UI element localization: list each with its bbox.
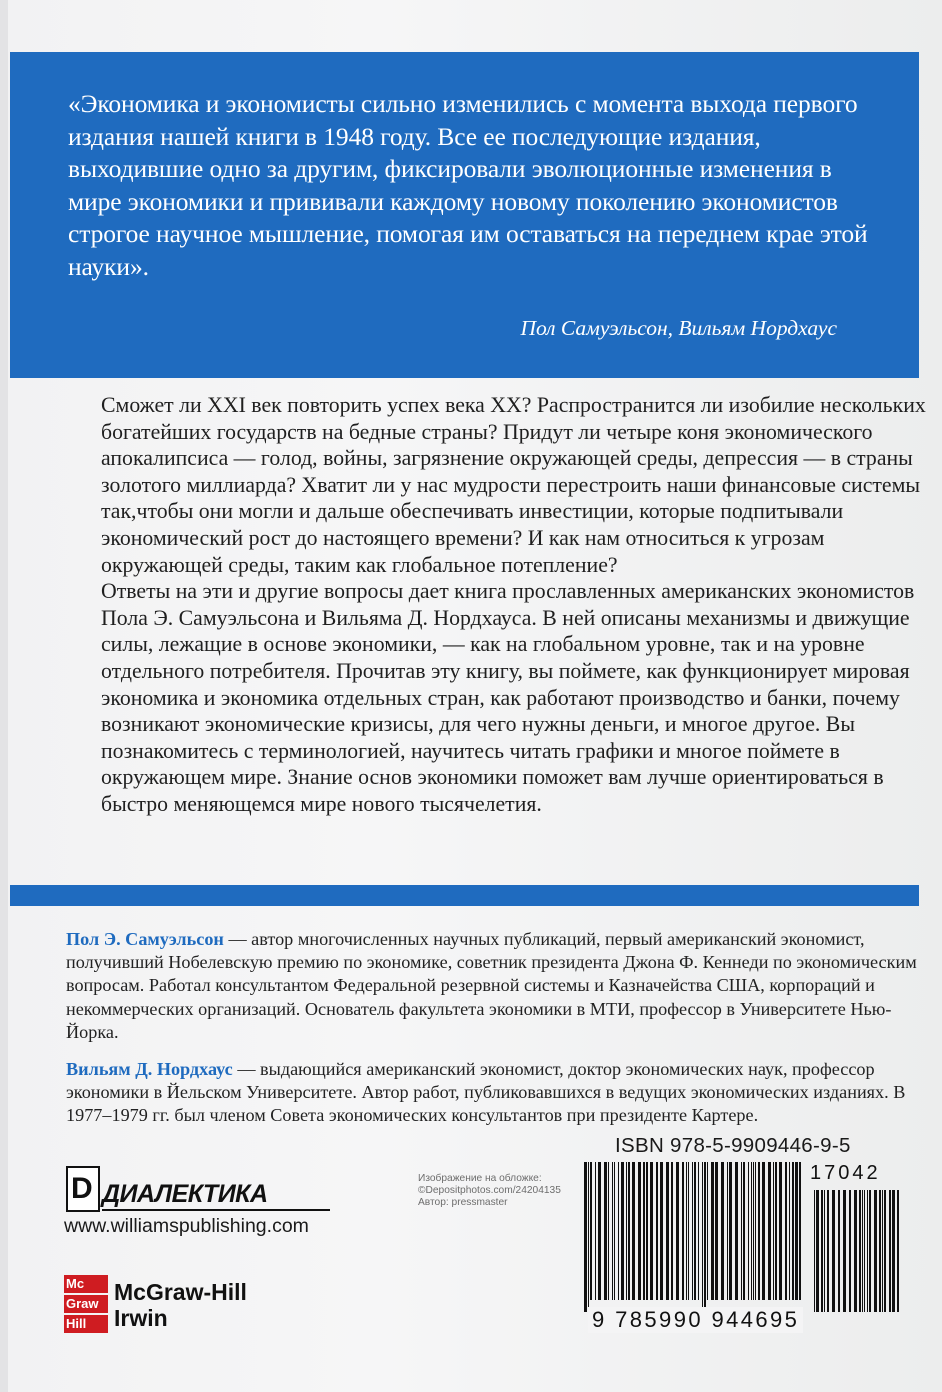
barcode-bar: [897, 1190, 899, 1312]
barcode-addon-digits: 17042: [810, 1162, 881, 1184]
barcode-bar: [688, 1162, 689, 1300]
barcode-bar: [727, 1162, 728, 1300]
barcode-bar: [671, 1162, 673, 1300]
barcode-bar: [707, 1162, 708, 1300]
publisher-website: www.williamspublishing.com: [64, 1215, 309, 1237]
barcode-bar: [879, 1190, 881, 1312]
barcode-bar: [741, 1162, 742, 1300]
barcode-bar: [595, 1162, 596, 1300]
barcode-bar: [792, 1162, 794, 1300]
barcode-bar: [590, 1162, 592, 1300]
barcode-bar: [638, 1162, 641, 1300]
barcode-bar: [694, 1162, 696, 1300]
barcode-bar: [799, 1162, 801, 1300]
barcode-bar: [816, 1190, 819, 1312]
barcode-bar: [608, 1162, 609, 1300]
barcode-bar: [773, 1162, 774, 1300]
barcode-bar: [721, 1162, 724, 1300]
barcode-bar: [789, 1162, 790, 1300]
barcode-bar: [628, 1162, 630, 1300]
barcode-bar: [832, 1190, 835, 1312]
barcode-bar: [682, 1162, 684, 1300]
barcode-bar: [824, 1190, 825, 1312]
dialektika-logo-icon: D: [66, 1166, 100, 1212]
barcode-bar: [604, 1162, 607, 1300]
barcode-bar: [762, 1162, 765, 1300]
barcode-bar: [621, 1162, 624, 1300]
author-bios: [66, 928, 926, 1142]
barcode-bar: [626, 1162, 627, 1300]
cover-edge: [0, 0, 8, 1392]
barcode-bar: [612, 1162, 613, 1300]
barcode-bar: [704, 1162, 706, 1312]
barcode-bar: [676, 1162, 679, 1300]
barcode-bar: [892, 1190, 895, 1312]
barcode-bar: [874, 1190, 877, 1312]
barcode-bar: [864, 1190, 865, 1312]
barcode-bar: [779, 1162, 782, 1300]
barcode-bar: [646, 1162, 648, 1300]
barcode-bar: [882, 1190, 883, 1312]
barcode-bar: [821, 1190, 823, 1312]
logo-underline: [102, 1209, 330, 1211]
description-paragraph: Ответы на эти и другие вопросы дает книга прославленных американских экономистов Пола Э. Самуэльсона и Вильяма Д. Нордхауса. В ней описаны механизмы и движущие силы, лежащие в основе экономики, — как на глобальном уровне, так и на уровне отдельного потребителя. Прочитав эту книгу, вы поймете, как функционирует мировая экономика и экономика отдельных стран, как работают производство и банки, почему возникают экономические кризисы, для чего нужны деньги, и многое другое. Вы познакомитесь с терминологией, научитесь читать графики и многое поймете в окружающем мире. Знание основ экономики поможет вам лучше ориентироваться в быстро меняющемся мире нового тысячелетия.: [101, 579, 915, 816]
description-text: [101, 392, 926, 818]
dialektika-logo: [66, 1166, 306, 1216]
barcode-bar: [584, 1162, 587, 1312]
barcode-bar: [598, 1162, 601, 1300]
barcode-bar: [755, 1162, 756, 1300]
bio-name: Пол Э. Самуэльсон: [66, 929, 224, 949]
quote-banner: [10, 52, 919, 378]
barcode-bar: [748, 1162, 749, 1300]
bio-name: Вильям Д. Нордхаус: [66, 1059, 233, 1080]
barcode-bar: [751, 1162, 752, 1300]
barcode-bar: [715, 1162, 718, 1300]
divider-bar: [10, 885, 919, 906]
author-bio: [66, 1058, 926, 1128]
barcode-bar: [698, 1162, 699, 1300]
barcode-bar: [666, 1162, 669, 1300]
barcode-bar: [775, 1162, 777, 1300]
cover-image-credits: Изображение на обложке: ©Depositphotos.com/24204135 Автор: pressmaster: [418, 1173, 561, 1208]
barcode-bar: [814, 1190, 815, 1312]
barcode-bar: [869, 1190, 871, 1312]
barcode-bar: [838, 1190, 840, 1312]
barcode-bar: [711, 1162, 714, 1300]
barcode-bar: [854, 1190, 857, 1312]
mcgraw-hill-name: McGraw-Hill Irwin: [114, 1279, 247, 1331]
description-paragraph: Сможет ли XXI век повторить успех века XX? Распространится ли изобилие нескольких богатейших государств на бедные страны? Придут ли четыре коня экономического апокалипсиса — голод, войны, загрязнение окружающей среды, депрессия — в страны золотого миллиарда? Хватит ли у нас мудрости перестроить наши финансовые системы так,чтобы они могли и дальше обеспечивать инвестиции, которые подпитывали экономический рост до настоящего времени? И как нам относиться к угрозам окружающей среды, таким как глобальное потепление?: [101, 393, 926, 577]
barcode-bar: [686, 1162, 687, 1300]
barcode-bar: [884, 1190, 886, 1312]
barcode-bar: [843, 1190, 846, 1312]
bio-text: — выдающийся американский экономист, доктор экономических наук, профессор экономики в Йельском Университете. Автор работ, публиковавшихся в ведущих экономических изданиях. В 1977–1979 гг. был членом Совета экономических консультантов при президенте Картере.: [66, 1059, 906, 1126]
barcode-bar: [758, 1162, 760, 1300]
barcode-digits: 9 785990 944695: [588, 1307, 803, 1333]
barcode-bar: [743, 1162, 745, 1300]
mcgraw-hill-stack-icon: Mc Graw Hill: [64, 1275, 108, 1333]
quote-author: Пол Самуэльсон, Вильям Нордхаус: [520, 316, 837, 340]
barcode-bar: [650, 1162, 653, 1300]
publisher-name: ДИАЛЕКТИКА: [102, 1180, 268, 1208]
barcode-bar: [735, 1162, 738, 1300]
barcode-bar: [614, 1162, 615, 1300]
barcode-bar: [849, 1190, 851, 1312]
mcgraw-hill-logo: [64, 1275, 274, 1335]
author-bio: [66, 928, 926, 1044]
barcode-bar: [618, 1162, 619, 1300]
barcode-bar: [660, 1162, 663, 1300]
barcode-bar: [656, 1162, 658, 1300]
barcode-bar: [795, 1162, 798, 1300]
barcode-bar: [588, 1162, 589, 1312]
barcode-bar: [643, 1162, 645, 1300]
isbn-number: ISBN 978-5-9909446-9-5: [615, 1134, 851, 1157]
barcode-bar: [867, 1190, 868, 1312]
barcode-bar: [859, 1190, 861, 1312]
barcode-bar: [862, 1190, 863, 1312]
barcode-bar: [785, 1162, 787, 1300]
barcode-bar: [692, 1162, 693, 1300]
bio-text: — автор многочисленных научных публикаций, первый американский экономист, получивший Нобелевскую премию по экономике, советник президента Джона Ф. Кеннеди по экономическим вопросам. Работал консультантом Федеральной резервной системы и Казначейства США, корпораций и некоммерческих организаций. Основатель факультета экономики в МТИ, профессор в Университете Нью-Йорка.: [66, 929, 917, 1042]
barcode-bar: [729, 1162, 732, 1300]
barcode-bar: [702, 1162, 703, 1312]
barcode-bar: [753, 1162, 754, 1300]
barcode-bar: [827, 1190, 829, 1312]
quote-text: «Экономика и экономисты сильно изменились с момента выхода первого издания нашей книги в 1948 году. Все ее последующие издания, выходившие одно за другим, фиксировали эволюционные изменения в мире экономики и прививали каждому новому поколению экономистов строгое научное мышление, помогая им оставаться на переднем крае этой науки».: [68, 89, 868, 281]
barcode-bar: [889, 1190, 891, 1312]
barcode-bar: [632, 1162, 635, 1300]
barcode-bar: [768, 1162, 771, 1300]
